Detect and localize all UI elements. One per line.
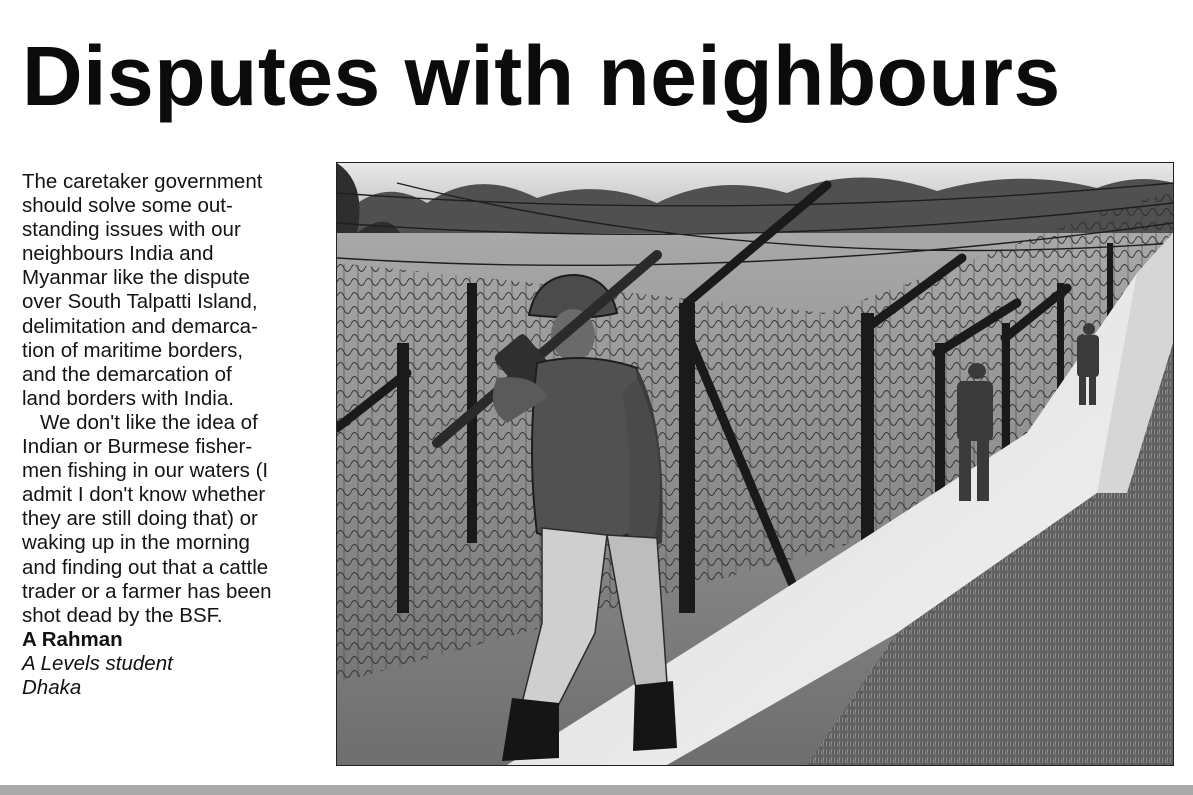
signature-role: A Levels student bbox=[22, 651, 173, 675]
headline: Disputes with neighbours bbox=[22, 29, 1061, 123]
letter-line: We don't like the idea of bbox=[40, 410, 258, 434]
letter-line: and finding out that a cattle bbox=[22, 555, 269, 579]
letter-line: should solve some out- bbox=[22, 194, 233, 218]
letter-line: delimitation and demarca- bbox=[22, 314, 258, 338]
letter-line: they are still doing that) or bbox=[22, 507, 258, 531]
letter-paragraph-1 bbox=[22, 170, 322, 411]
letter-line: trader or a farmer has been bbox=[22, 579, 272, 603]
letter-line: Myanmar like the dispute bbox=[22, 266, 250, 290]
letter-line: land borders with India. bbox=[22, 386, 234, 410]
letter-line: waking up in the morning bbox=[22, 531, 250, 555]
letter-line: over South Talpatti Island, bbox=[22, 290, 258, 314]
letter-line: The caretaker government bbox=[22, 170, 263, 193]
letter-line: Indian or Burmese fisher- bbox=[22, 435, 253, 459]
letter-line: standing issues with our bbox=[22, 218, 241, 242]
bottom-divider-bar bbox=[0, 785, 1193, 795]
signature-place: Dhaka bbox=[22, 675, 82, 699]
letter-line: admit I don't know whether bbox=[22, 483, 266, 507]
signature-name: A Rahman bbox=[22, 627, 123, 651]
border-fence-photo bbox=[336, 162, 1174, 766]
letter-line: and the demarcation of bbox=[22, 362, 232, 386]
letter-line: tion of maritime borders, bbox=[22, 338, 244, 362]
letter-line: shot dead by the BSF. bbox=[22, 603, 223, 627]
letter-paragraph-2 bbox=[22, 411, 322, 628]
letter-line: neighbours India and bbox=[22, 242, 214, 266]
border-fence-patrol-photo-icon bbox=[337, 163, 1173, 765]
letter-column bbox=[22, 170, 322, 700]
letter-line: men fishing in our waters (I bbox=[22, 459, 269, 483]
